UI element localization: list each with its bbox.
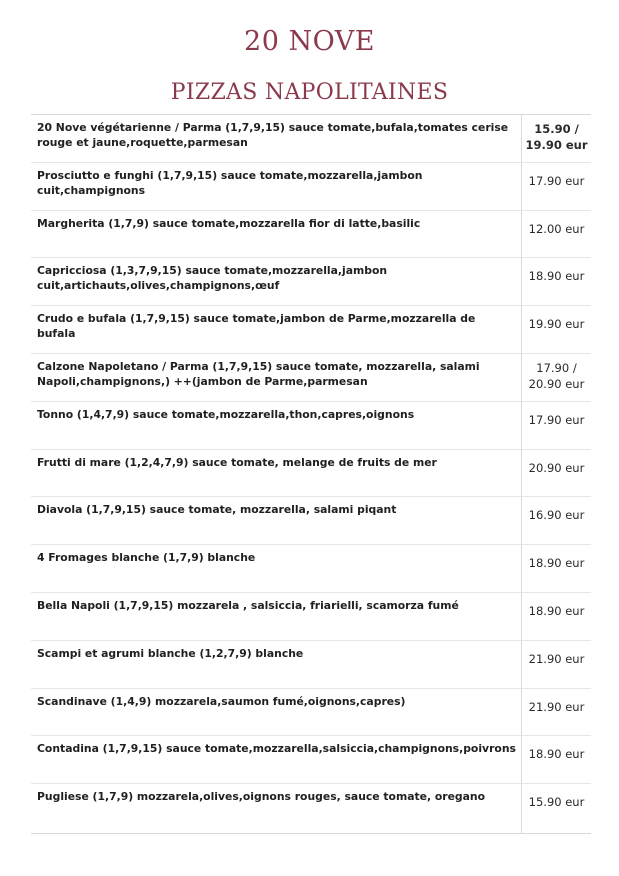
pizza-description: Tonno (1,4,7,9) sauce tomate,mozzarella,thon,capres,oignons bbox=[37, 407, 415, 421]
menu-row bbox=[31, 545, 591, 593]
pizza-description: Capricciosa (1,3,7,9,15) sauce tomate,mozzarella,jambon cuit,artichauts,olives,champignons,œuf bbox=[37, 264, 388, 293]
pizza-menu-table bbox=[31, 114, 591, 834]
pizza-description: Diavola (1,7,9,15) sauce tomate, mozzarella, salami piqant bbox=[37, 503, 397, 517]
pizza-description: Crudo e bufala (1,7,9,15) sauce tomate,jambon de Parme,mozzarella de bufala bbox=[37, 312, 476, 341]
section-title: PIZZAS NAPOLITAINES bbox=[170, 80, 449, 105]
pizza-description: Frutti di mare (1,2,4,7,9) sauce tomate, melange de fruits de mer bbox=[37, 455, 437, 469]
pizza-description: Contadina (1,7,9,15) sauce tomate,mozzarella,salsiccia,champignons,poivrons bbox=[37, 742, 516, 756]
pizza-price: 19.90 eur bbox=[521, 306, 591, 353]
pizza-description: Calzone Napoletano / Parma (1,7,9,15) sauce tomate, mozzarella, salami Napoli,champignons,) ++(jambon de Parme,parmesan bbox=[37, 359, 480, 388]
pizza-price: 21.90 eur bbox=[521, 641, 591, 688]
pizza-description: Margherita (1,7,9) sauce tomate,mozzarella fior di latte,basilic bbox=[37, 216, 421, 230]
pizza-price: 18.90 eur bbox=[521, 736, 591, 783]
menu-row bbox=[31, 784, 591, 833]
menu-row bbox=[31, 306, 591, 354]
menu-row bbox=[31, 497, 591, 545]
pizza-price: 17.90 / 20.90 eur bbox=[521, 354, 591, 401]
menu-row bbox=[31, 736, 591, 784]
pizza-description: Scandinave (1,4,9) mozzarela,saumon fumé,oignons,capres) bbox=[37, 694, 406, 708]
pizza-description: Pugliese (1,7,9) mozzarela,olives,oignons rouges, sauce tomate, oregano bbox=[37, 790, 486, 804]
menu-row bbox=[31, 115, 591, 163]
menu-row bbox=[31, 593, 591, 641]
pizza-price: 16.90 eur bbox=[521, 497, 591, 544]
pizza-description: Bella Napoli (1,7,9,15) mozzarela , salsiccia, friarielli, scamorza fumé bbox=[37, 598, 459, 612]
pizza-price: 18.90 eur bbox=[521, 258, 591, 305]
pizza-price: 17.90 eur bbox=[521, 402, 591, 449]
restaurant-name: 20 NOVE bbox=[244, 26, 375, 57]
pizza-price: 20.90 eur bbox=[521, 450, 591, 497]
pizza-price: 12.00 eur bbox=[521, 211, 591, 258]
pizza-price: 17.90 eur bbox=[521, 163, 591, 210]
menu-row bbox=[31, 163, 591, 211]
pizza-description: 4 Fromages blanche (1,7,9) blanche bbox=[37, 551, 256, 565]
pizza-price: 21.90 eur bbox=[521, 689, 591, 736]
menu-row bbox=[31, 354, 591, 402]
menu-row bbox=[31, 211, 591, 259]
menu-row bbox=[31, 402, 591, 450]
pizza-description: Prosciutto e funghi (1,7,9,15) sauce tomate,mozzarella,jambon cuit,champignons bbox=[37, 168, 423, 197]
menu-row bbox=[31, 641, 591, 689]
pizza-price: 15.90 / 19.90 eur bbox=[521, 115, 591, 162]
pizza-description: 20 Nove végétarienne / Parma (1,7,9,15) sauce tomate,bufala,tomates cerise rouge et jaune,roquette,parmesan bbox=[37, 121, 509, 149]
pizza-price: 15.90 eur bbox=[521, 784, 591, 833]
pizza-description: Scampi et agrumi blanche (1,2,7,9) blanche bbox=[37, 646, 304, 660]
menu-row bbox=[31, 689, 591, 737]
menu-row bbox=[31, 450, 591, 498]
menu-row bbox=[31, 258, 591, 306]
pizza-price: 18.90 eur bbox=[521, 545, 591, 592]
pizza-price: 18.90 eur bbox=[521, 593, 591, 640]
